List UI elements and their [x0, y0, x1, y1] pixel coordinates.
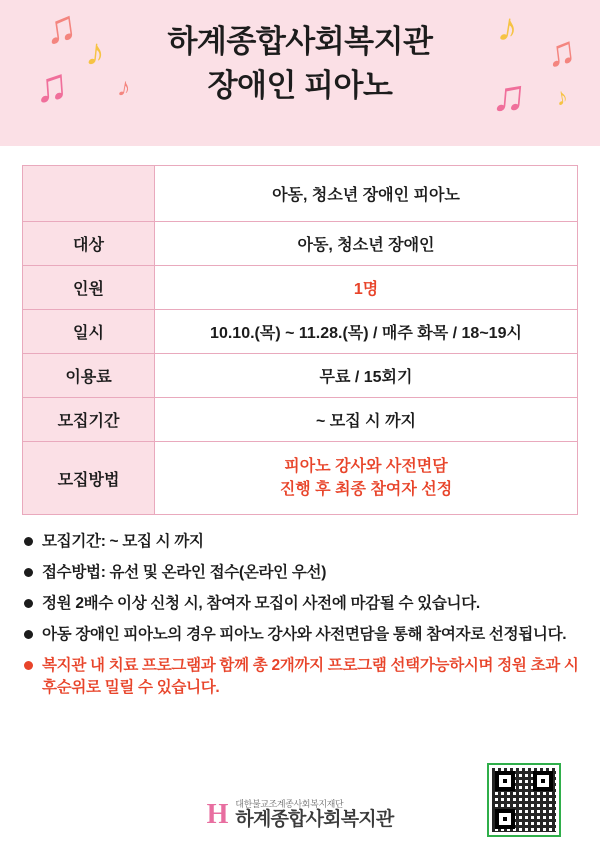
music-note-icon: ♫ — [489, 67, 529, 123]
notice-text: 정원 2배수 이상 신청 시, 참여자 모집이 사전에 마감될 수 있습니다. — [42, 595, 480, 613]
music-note-icon: ♫ — [32, 57, 71, 113]
music-note-icon: ♫ — [543, 28, 579, 76]
bullet-dot-icon — [24, 537, 33, 546]
notice-list — [24, 531, 584, 699]
music-note-icon: ♪ — [553, 83, 571, 112]
table-row — [23, 266, 578, 310]
row-label-period: 모집기간 — [23, 398, 155, 442]
table-row — [23, 354, 578, 398]
row-value-schedule: 10.10.(목) ~ 11.28.(목) / 매주 화목 / 18~19시 — [155, 310, 578, 354]
notice-text: 복지관 내 치료 프로그램과 함께 총 2개까지 프로그램 선택가능하시며 정원 초과 시 후순위로 밀릴 수 있습니다. — [42, 657, 579, 697]
music-note-icon: ♫ — [40, 0, 81, 55]
row-label-capacity: 인원 — [23, 266, 155, 310]
header-banner — [0, 0, 600, 146]
logo-org-parent: 대한불교조계종사회복지재단 — [235, 799, 344, 809]
music-note-icon: ♪ — [83, 31, 108, 75]
row-label-schedule: 일시 — [23, 310, 155, 354]
row-value-capacity: 1명 — [155, 266, 578, 310]
bullet-dot-icon — [24, 630, 33, 639]
qr-finder-top-left — [495, 771, 515, 791]
table-header-title-cell: 아동, 청소년 장애인 피아노 — [155, 166, 578, 222]
row-label-fee: 이용료 — [23, 354, 155, 398]
row-value-method-line2: 진행 후 최종 참여자 선정 — [279, 481, 453, 499]
page-title — [0, 20, 600, 113]
bullet-dot-icon — [24, 661, 33, 670]
row-value-method-line1: 피아노 강사와 사전면담 — [284, 458, 448, 475]
logo-text — [235, 800, 393, 831]
page-title-line1: 하계종합사회복지관 — [167, 24, 433, 59]
row-value-method — [155, 442, 578, 515]
table-row — [23, 166, 578, 222]
page-title-line2: 장애인 피아노 — [207, 68, 393, 104]
music-note-icon: ♪ — [494, 4, 522, 52]
table-header-empty-cell — [23, 166, 155, 222]
row-value-period: ~ 모집 시 까지 — [155, 398, 578, 442]
list-item — [24, 531, 584, 553]
table-row — [23, 398, 578, 442]
row-value-fee: 무료 / 15회기 — [155, 354, 578, 398]
list-item — [24, 655, 584, 699]
logo-org-name: 하계종합사회복지관 — [235, 808, 394, 830]
notice-text: 아동 장애인 피아노의 경우 피아노 강사와 사전면담을 통해 참여자로 선정됩니다. — [42, 626, 567, 644]
row-label-target: 대상 — [23, 222, 155, 266]
bullet-dot-icon — [24, 599, 33, 608]
qr-finder-top-right — [533, 771, 553, 791]
table-row — [23, 310, 578, 354]
notice-text: 모집기간: ~ 모집 시 까지 — [42, 533, 204, 551]
program-info-table-wrapper — [22, 165, 578, 515]
notice-text: 접수방법: 유선 및 온라인 접수(온라인 우선) — [42, 564, 327, 582]
list-item — [24, 593, 584, 615]
logo-mark-icon: H — [206, 798, 229, 830]
row-label-method: 모집방법 — [23, 442, 155, 515]
footer-logo — [0, 800, 600, 831]
list-item — [24, 562, 584, 584]
table-row — [23, 442, 578, 515]
program-info-table — [22, 165, 578, 515]
row-value-target: 아동, 청소년 장애인 — [155, 222, 578, 266]
list-item — [24, 624, 584, 646]
table-row — [23, 222, 578, 266]
bullet-dot-icon — [24, 568, 33, 577]
music-note-icon: ♪ — [115, 71, 134, 103]
